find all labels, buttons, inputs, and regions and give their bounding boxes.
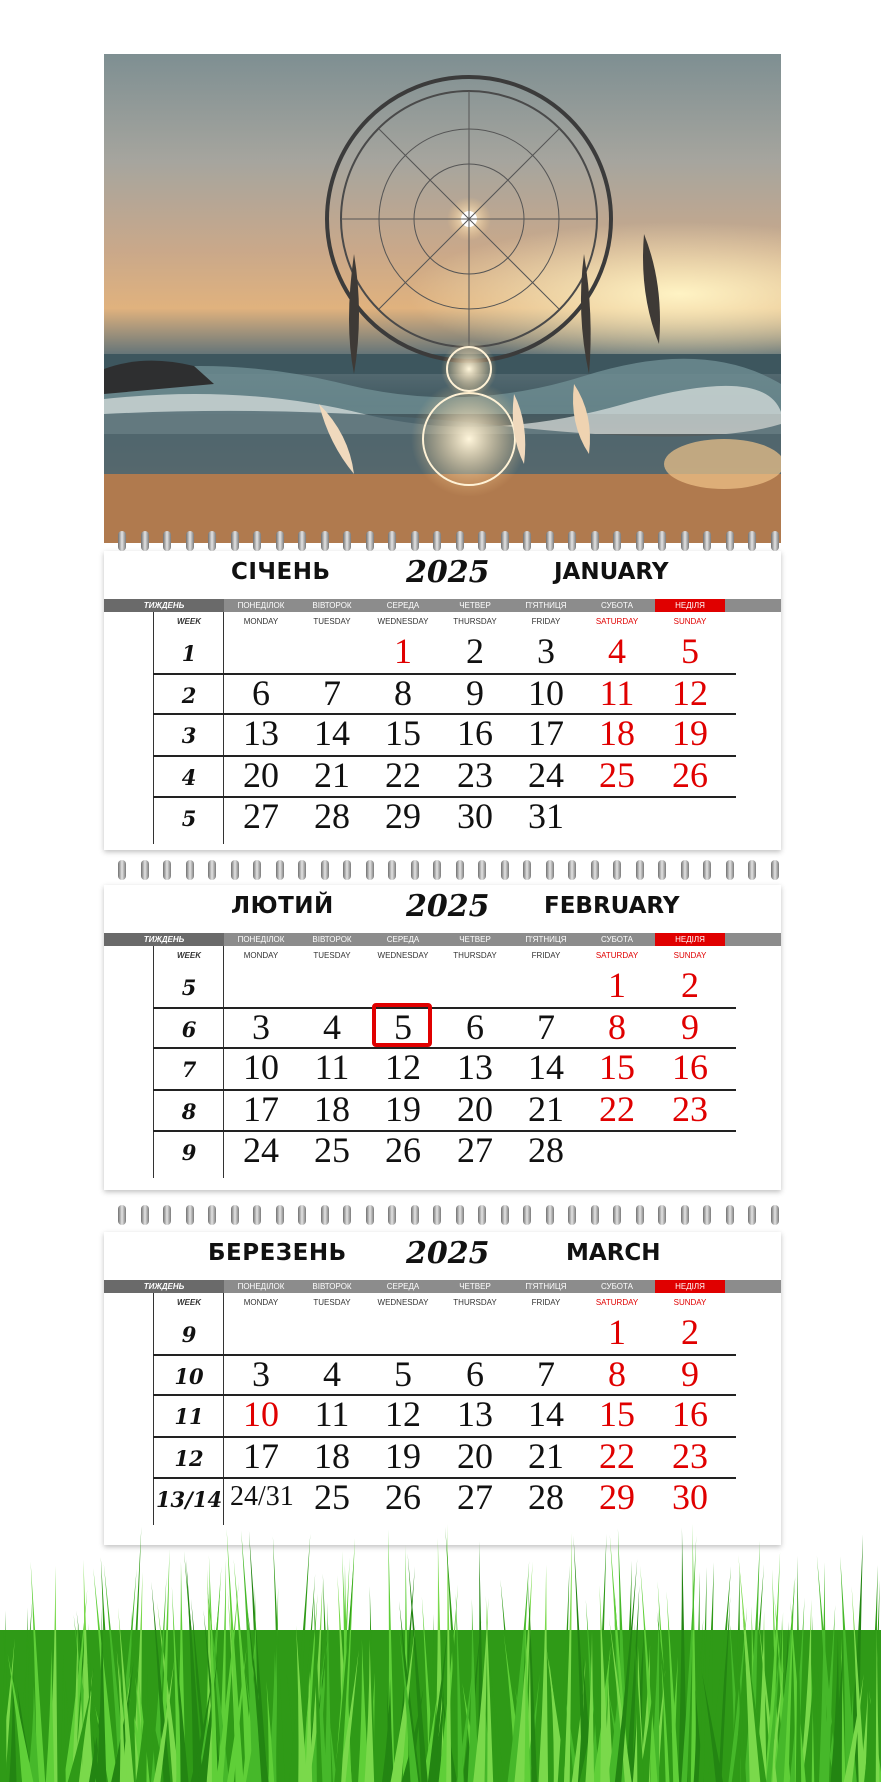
- weekday-en: THURSDAY: [453, 1298, 497, 1307]
- month-name-en: JANUARY: [554, 559, 669, 585]
- binding-ring: [298, 860, 306, 880]
- binding-ring: [658, 1205, 666, 1225]
- weekday-en: TUESDAY: [313, 1298, 351, 1307]
- calendar-day[interactable]: 15: [599, 1047, 635, 1087]
- calendar-day[interactable]: 14: [528, 1047, 564, 1087]
- binding-ring: [726, 860, 734, 880]
- binding-ring: [118, 531, 126, 551]
- week-number: 9: [181, 1322, 197, 1347]
- calendar-day[interactable]: 2: [466, 631, 484, 671]
- calendar-day[interactable]: 22: [599, 1089, 635, 1129]
- weekday-en: WEDNESDAY: [377, 617, 429, 626]
- binding-ring: [456, 531, 464, 551]
- calendar-day[interactable]: 4: [323, 1007, 341, 1047]
- calendar-day[interactable]: 21: [314, 755, 350, 795]
- binding-ring: [478, 1205, 486, 1225]
- week-number: 5: [181, 806, 197, 831]
- calendar-day[interactable]: 18: [314, 1089, 350, 1129]
- binding-ring: [433, 531, 441, 551]
- binding-ring: [456, 860, 464, 880]
- binding-ring: [523, 1205, 531, 1225]
- calendar-day[interactable]: 3: [252, 1354, 270, 1394]
- binding-ring: [568, 1205, 576, 1225]
- weekday-header: [104, 1280, 781, 1293]
- binding-ring: [253, 860, 261, 880]
- binding-ring: [771, 531, 779, 551]
- binding-ring: [771, 860, 779, 880]
- binding-ring: [726, 531, 734, 551]
- weekday-ua: ПОНЕДІЛОК: [237, 601, 285, 610]
- weekday-en: SATURDAY: [595, 1298, 639, 1307]
- weekday-ua: ЧЕТВЕР: [459, 935, 491, 944]
- binding-ring: [276, 531, 284, 551]
- calendar-day[interactable]: 10: [528, 673, 564, 713]
- binding-ring: [703, 1205, 711, 1225]
- calendar-day[interactable]: 13: [457, 1394, 493, 1434]
- weekday-ua: СУБОТА: [601, 935, 633, 944]
- binding-ring: [276, 1205, 284, 1225]
- binding-ring: [208, 1205, 216, 1225]
- weekday-ua: ВІВТОРОК: [312, 601, 352, 610]
- calendar-day[interactable]: 22: [385, 755, 421, 795]
- binding-ring: [163, 1205, 171, 1225]
- binding-rings: [104, 531, 781, 551]
- calendar-photo: [104, 54, 781, 543]
- calendar-day[interactable]: 26: [672, 755, 708, 795]
- binding-ring: [231, 860, 239, 880]
- month-january: [104, 551, 781, 850]
- calendar-day[interactable]: 14: [314, 713, 350, 753]
- week-number: 2: [181, 683, 197, 708]
- binding-ring: [433, 1205, 441, 1225]
- weekday-en: FRIDAY: [531, 617, 561, 626]
- weekday-en: FRIDAY: [531, 1298, 561, 1307]
- binding-ring: [591, 531, 599, 551]
- calendar-day[interactable]: 16: [457, 713, 493, 753]
- binding-ring: [726, 1205, 734, 1225]
- calendar-day[interactable]: 19: [385, 1089, 421, 1129]
- binding-ring: [433, 860, 441, 880]
- calendar-day[interactable]: 6: [466, 1354, 484, 1394]
- calendar-day[interactable]: 2: [681, 1312, 699, 1352]
- weekday-en: FRIDAY: [531, 951, 561, 960]
- binding-ring: [343, 860, 351, 880]
- calendar-day[interactable]: 7: [537, 1354, 555, 1394]
- binding-ring: [388, 860, 396, 880]
- calendar-day[interactable]: 3: [537, 631, 555, 671]
- calendar-day[interactable]: 9: [681, 1354, 699, 1394]
- binding-ring: [118, 860, 126, 880]
- calendar-day[interactable]: 7: [323, 673, 341, 713]
- weekday-en: SUNDAY: [673, 617, 707, 626]
- calendar-day[interactable]: 18: [599, 713, 635, 753]
- week-number: 12: [174, 1446, 204, 1471]
- binding-ring: [298, 531, 306, 551]
- calendar-day[interactable]: 6: [466, 1007, 484, 1047]
- weekday-en: WEDNESDAY: [377, 951, 429, 960]
- calendar-day[interactable]: 24: [528, 755, 564, 795]
- week-header-ua: ТИЖДЕНЬ: [104, 1280, 224, 1293]
- binding-ring: [118, 1205, 126, 1225]
- binding-ring: [343, 1205, 351, 1225]
- weekday-ua: П'ЯТНИЦЯ: [525, 1282, 567, 1291]
- binding-ring: [366, 860, 374, 880]
- weekday-ua: П'ЯТНИЦЯ: [525, 601, 567, 610]
- binding-ring: [501, 860, 509, 880]
- binding-ring: [523, 531, 531, 551]
- calendar-day[interactable]: 1: [608, 965, 626, 1005]
- calendar-day[interactable]: 9: [681, 1007, 699, 1047]
- weekday-en: SUNDAY: [673, 1298, 707, 1307]
- binding-ring: [591, 860, 599, 880]
- binding-ring: [681, 531, 689, 551]
- binding-ring: [456, 1205, 464, 1225]
- calendar-day[interactable]: 17: [243, 1089, 279, 1129]
- weekday-ua: НЕДІЛЯ: [655, 599, 725, 612]
- weekday-en: THURSDAY: [453, 617, 497, 626]
- year-label: 2025: [406, 1236, 490, 1271]
- weekday-ua: П'ЯТНИЦЯ: [525, 935, 567, 944]
- binding-ring: [591, 1205, 599, 1225]
- weekday-en: SUNDAY: [673, 951, 707, 960]
- calendar-day[interactable]: 12: [672, 673, 708, 713]
- weekday-en: THURSDAY: [453, 951, 497, 960]
- calendar-day[interactable]: 21: [528, 1436, 564, 1476]
- binding-ring: [636, 531, 644, 551]
- binding-ring: [141, 1205, 149, 1225]
- weekday-en: MONDAY: [243, 951, 279, 960]
- calendar-day[interactable]: 12: [385, 1047, 421, 1087]
- week-number: 13/14: [155, 1487, 223, 1512]
- weekday-ua: НЕДІЛЯ: [655, 933, 725, 946]
- binding-ring: [771, 1205, 779, 1225]
- calendar-day[interactable]: 6: [252, 673, 270, 713]
- binding-ring: [411, 531, 419, 551]
- month-february: [104, 885, 781, 1190]
- calendar-day[interactable]: 20: [457, 1089, 493, 1129]
- binding-ring: [523, 860, 531, 880]
- week-number: 9: [181, 1140, 197, 1165]
- calendar-day[interactable]: 5: [681, 631, 699, 671]
- calendar-day[interactable]: 28: [528, 1130, 564, 1170]
- calendar-day[interactable]: 5: [394, 1354, 412, 1394]
- week-number: 8: [181, 1099, 197, 1124]
- binding-ring: [321, 1205, 329, 1225]
- binding-ring: [658, 860, 666, 880]
- month-name-ua: БЕРЕЗЕНЬ: [208, 1240, 347, 1266]
- binding-ring: [253, 1205, 261, 1225]
- week-number: 4: [181, 765, 197, 790]
- binding-ring: [568, 531, 576, 551]
- weekday-en: TUESDAY: [313, 951, 351, 960]
- binding-ring: [186, 1205, 194, 1225]
- week-number: 3: [181, 723, 197, 748]
- binding-ring: [411, 860, 419, 880]
- binding-ring: [748, 1205, 756, 1225]
- weekday-ua: ЧЕТВЕР: [459, 1282, 491, 1291]
- weekday-en: SATURDAY: [595, 617, 639, 626]
- calendar-day[interactable]: 8: [608, 1007, 626, 1047]
- binding-ring: [343, 531, 351, 551]
- binding-ring: [141, 860, 149, 880]
- calendar-day[interactable]: 27: [457, 1477, 493, 1517]
- calendar-day[interactable]: 28: [528, 1477, 564, 1517]
- weekday-ua: ПОНЕДІЛОК: [237, 935, 285, 944]
- calendar-day[interactable]: 17: [243, 1436, 279, 1476]
- calendar-day[interactable]: 23: [457, 755, 493, 795]
- binding-ring: [141, 531, 149, 551]
- calendar-day[interactable]: 12: [385, 1394, 421, 1434]
- month-name-en: FEBRUARY: [544, 893, 680, 919]
- weekday-en: MONDAY: [243, 617, 279, 626]
- calendar-day[interactable]: 23: [672, 1436, 708, 1476]
- calendar-day[interactable]: 10: [243, 1047, 279, 1087]
- calendar-day[interactable]: 18: [314, 1436, 350, 1476]
- calendar-day[interactable]: 1: [394, 631, 412, 671]
- calendar-day[interactable]: 8: [394, 673, 412, 713]
- calendar-day[interactable]: 26: [385, 1477, 421, 1517]
- weekday-ua: ВІВТОРОК: [312, 1282, 352, 1291]
- weekday-ua: СУБОТА: [601, 1282, 633, 1291]
- calendar-day[interactable]: 24/31: [230, 1481, 294, 1512]
- calendar-day[interactable]: 17: [528, 713, 564, 753]
- weekday-header: [104, 599, 781, 612]
- binding-ring: [163, 860, 171, 880]
- weekday-ua: СУБОТА: [601, 601, 633, 610]
- binding-ring: [546, 1205, 554, 1225]
- calendar-day[interactable]: 4: [323, 1354, 341, 1394]
- weekday-en: MONDAY: [243, 1298, 279, 1307]
- binding-ring: [613, 1205, 621, 1225]
- binding-ring: [366, 1205, 374, 1225]
- calendar-day[interactable]: 11: [314, 1047, 350, 1087]
- weekday-ua: СЕРЕДА: [386, 1282, 420, 1291]
- week-header-ua: ТИЖДЕНЬ: [104, 933, 224, 946]
- binding-ring: [276, 860, 284, 880]
- calendar-day[interactable]: 2: [681, 965, 699, 1005]
- calendar-day[interactable]: 27: [457, 1130, 493, 1170]
- calendar-day[interactable]: 4: [608, 631, 626, 671]
- binding-ring: [478, 860, 486, 880]
- weekday-header: [104, 933, 781, 946]
- calendar-day[interactable]: 14: [528, 1394, 564, 1434]
- year-label: 2025: [406, 889, 490, 924]
- weekday-ua: ВІВТОРОК: [312, 935, 352, 944]
- week-header-en: WEEK: [177, 617, 201, 626]
- binding-ring: [321, 860, 329, 880]
- week-number: 6: [181, 1017, 197, 1042]
- binding-ring: [501, 1205, 509, 1225]
- binding-ring: [163, 531, 171, 551]
- calendar-day[interactable]: 10: [243, 1394, 279, 1434]
- weekday-en: TUESDAY: [313, 617, 351, 626]
- binding-ring: [478, 531, 486, 551]
- calendar-day[interactable]: 30: [457, 796, 493, 836]
- month-march: [104, 1232, 781, 1545]
- grass-decoration: [0, 1520, 881, 1782]
- calendar-day[interactable]: 9: [466, 673, 484, 713]
- binding-rings: [104, 1205, 781, 1225]
- week-header-ua: ТИЖДЕНЬ: [104, 599, 224, 612]
- month-name-ua: СІЧЕНЬ: [231, 559, 331, 585]
- calendar-day[interactable]: 13: [243, 713, 279, 753]
- weekday-ua: НЕДІЛЯ: [655, 1280, 725, 1293]
- calendar-day[interactable]: 27: [243, 796, 279, 836]
- calendar-day[interactable]: 5: [394, 1007, 412, 1047]
- calendar-day[interactable]: 29: [385, 796, 421, 836]
- binding-ring: [703, 860, 711, 880]
- calendar-day[interactable]: 15: [599, 1394, 635, 1434]
- weekday-ua: ПОНЕДІЛОК: [237, 1282, 285, 1291]
- calendar-day[interactable]: 13: [457, 1047, 493, 1087]
- binding-ring: [231, 531, 239, 551]
- binding-ring: [186, 531, 194, 551]
- weekday-ua: СЕРЕДА: [386, 935, 420, 944]
- binding-ring: [366, 531, 374, 551]
- week-header-en: WEEK: [177, 1298, 201, 1307]
- calendar-day[interactable]: 1: [608, 1312, 626, 1352]
- calendar-day[interactable]: 25: [314, 1130, 350, 1170]
- binding-ring: [411, 1205, 419, 1225]
- binding-ring: [681, 1205, 689, 1225]
- binding-ring: [703, 531, 711, 551]
- calendar-day[interactable]: 22: [599, 1436, 635, 1476]
- binding-ring: [298, 1205, 306, 1225]
- binding-ring: [388, 531, 396, 551]
- binding-ring: [681, 860, 689, 880]
- week-number: 7: [181, 1057, 197, 1082]
- week-number: 10: [174, 1364, 204, 1389]
- binding-ring: [636, 860, 644, 880]
- weekday-en: WEDNESDAY: [377, 1298, 429, 1307]
- calendar-day[interactable]: 26: [385, 1130, 421, 1170]
- calendar-day[interactable]: 25: [599, 755, 635, 795]
- binding-ring: [208, 531, 216, 551]
- calendar-day[interactable]: 24: [243, 1130, 279, 1170]
- weekday-ua: СЕРЕДА: [386, 601, 420, 610]
- calendar-day[interactable]: 19: [672, 713, 708, 753]
- calendar-day[interactable]: 30: [672, 1477, 708, 1517]
- binding-ring: [186, 860, 194, 880]
- weekday-en: SATURDAY: [595, 951, 639, 960]
- calendar-day[interactable]: 31: [528, 796, 564, 836]
- calendar-day[interactable]: 23: [672, 1089, 708, 1129]
- week-number: 5: [181, 975, 197, 1000]
- month-name-ua: ЛЮТИЙ: [231, 893, 334, 919]
- binding-ring: [546, 531, 554, 551]
- binding-ring: [546, 860, 554, 880]
- calendar-day[interactable]: 20: [243, 755, 279, 795]
- calendar-day[interactable]: 16: [672, 1047, 708, 1087]
- binding-ring: [658, 531, 666, 551]
- calendar-day[interactable]: 15: [385, 713, 421, 753]
- binding-ring: [613, 860, 621, 880]
- week-header-en: WEEK: [177, 951, 201, 960]
- binding-ring: [321, 531, 329, 551]
- binding-ring: [208, 860, 216, 880]
- week-number: 11: [174, 1404, 204, 1429]
- binding-ring: [388, 1205, 396, 1225]
- month-name-en: MARCH: [566, 1240, 661, 1266]
- calendar-day[interactable]: 11: [599, 673, 635, 713]
- binding-rings: [104, 860, 781, 880]
- binding-ring: [613, 531, 621, 551]
- binding-ring: [748, 860, 756, 880]
- binding-ring: [501, 531, 509, 551]
- binding-ring: [231, 1205, 239, 1225]
- binding-ring: [568, 860, 576, 880]
- weekday-ua: ЧЕТВЕР: [459, 601, 491, 610]
- calendar-day[interactable]: 16: [672, 1394, 708, 1434]
- year-label: 2025: [406, 555, 490, 590]
- calendar-day[interactable]: 11: [314, 1394, 350, 1434]
- calendar-day[interactable]: 25: [314, 1477, 350, 1517]
- calendar-day[interactable]: 21: [528, 1089, 564, 1129]
- week-number: 1: [181, 641, 197, 666]
- binding-ring: [253, 531, 261, 551]
- binding-ring: [636, 1205, 644, 1225]
- binding-ring: [748, 531, 756, 551]
- calendar-day[interactable]: 7: [537, 1007, 555, 1047]
- calendar-day[interactable]: 3: [252, 1007, 270, 1047]
- calendar-day[interactable]: 8: [608, 1354, 626, 1394]
- calendar-day[interactable]: 20: [457, 1436, 493, 1476]
- calendar-day[interactable]: 28: [314, 796, 350, 836]
- calendar-day[interactable]: 29: [599, 1477, 635, 1517]
- calendar-day[interactable]: 19: [385, 1436, 421, 1476]
